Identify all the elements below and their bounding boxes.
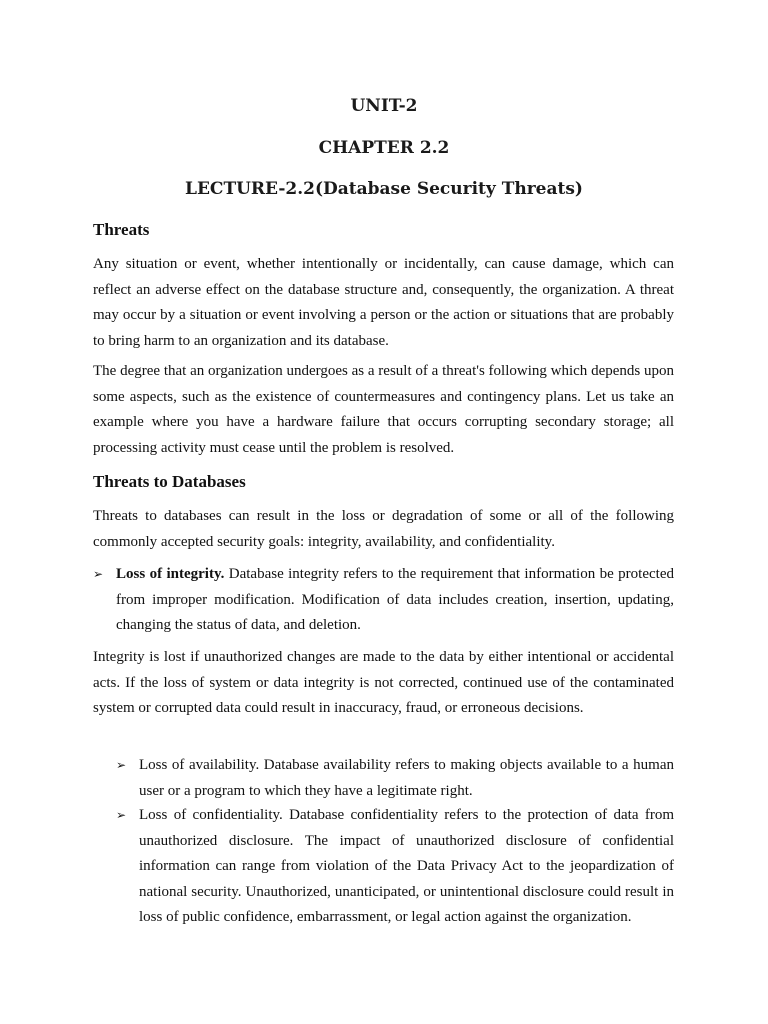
- chapter-heading: CHAPTER 2.2: [318, 138, 450, 158]
- arrowhead-bullet-icon: ➢: [116, 758, 127, 772]
- bullet-confidentiality-text: Loss of confidentiality. Database confidentiality refers to the protection of data from unauthorized disclosure. The impact of unauthorized disclosure of confidential information can range from violation of the Data Privacy Act to the jeopardization of national security. Unauthorized, unanticipated, or unintentional disclosure could result in loss of public confidence, embarrassment, or legal action against the organization.: [139, 807, 674, 925]
- lecture-heading: LECTURE-2.2(Database Security Threats): [185, 179, 583, 199]
- threats-to-databases-intro: Threats to databases can result in the loss or degradation of some or all of the following commonly accepted security goals: integrity, availability, and confidentiality.: [93, 508, 674, 550]
- bullet-integrity-lead: Loss of integrity.: [116, 566, 225, 582]
- section-title-threats-to-databases: Threats to Databases: [93, 472, 246, 491]
- bullet-availability-text: Loss of availability. Database availability refers to making objects available to a human user or a program to which they have a legitimate right.: [139, 757, 674, 799]
- bullet-integrity-text: [116, 562, 674, 639]
- arrowhead-bullet-icon: ➢: [93, 567, 104, 581]
- bullet-loss-of-availability: [116, 753, 674, 804]
- section-title-threats: Threats: [93, 220, 150, 239]
- threats-paragraph-2: The degree that an organization undergoes as a result of a threat's following which depends upon some aspects, such as the existence of countermeasures and contingency plans. Let us take an example where you have a hardware failure that occurs corrupting secondary storage; all processing activity must cease until the problem is resolved.: [93, 363, 674, 456]
- arrowhead-bullet-icon: ➢: [116, 808, 127, 822]
- bullet-integrity-body: Database integrity refers to the requirement that information be protected from improper modification. Modification of data includes creation, insertion, updating, changing the status of data, and deletion.: [116, 566, 674, 633]
- bullet-loss-of-integrity: [93, 562, 674, 639]
- integrity-paragraph: Integrity is lost if unauthorized changes are made to the data by either intentional or accidental acts. If the loss of system or data integrity is not corrected, continued use of the contaminated system or corrupted data could result in inaccuracy, fraud, or erroneous decisions.: [93, 649, 674, 716]
- unit-heading: UNIT-2: [350, 96, 418, 116]
- bullet-loss-of-confidentiality: [116, 803, 674, 931]
- threats-paragraph-1: Any situation or event, whether intentionally or incidentally, can cause damage, which can reflect an adverse effect on the database structure and, consequently, the organization. A threat may occur by a situation or event involving a person or the action or situations that are probably to bring harm to an organization and its database.: [93, 256, 674, 349]
